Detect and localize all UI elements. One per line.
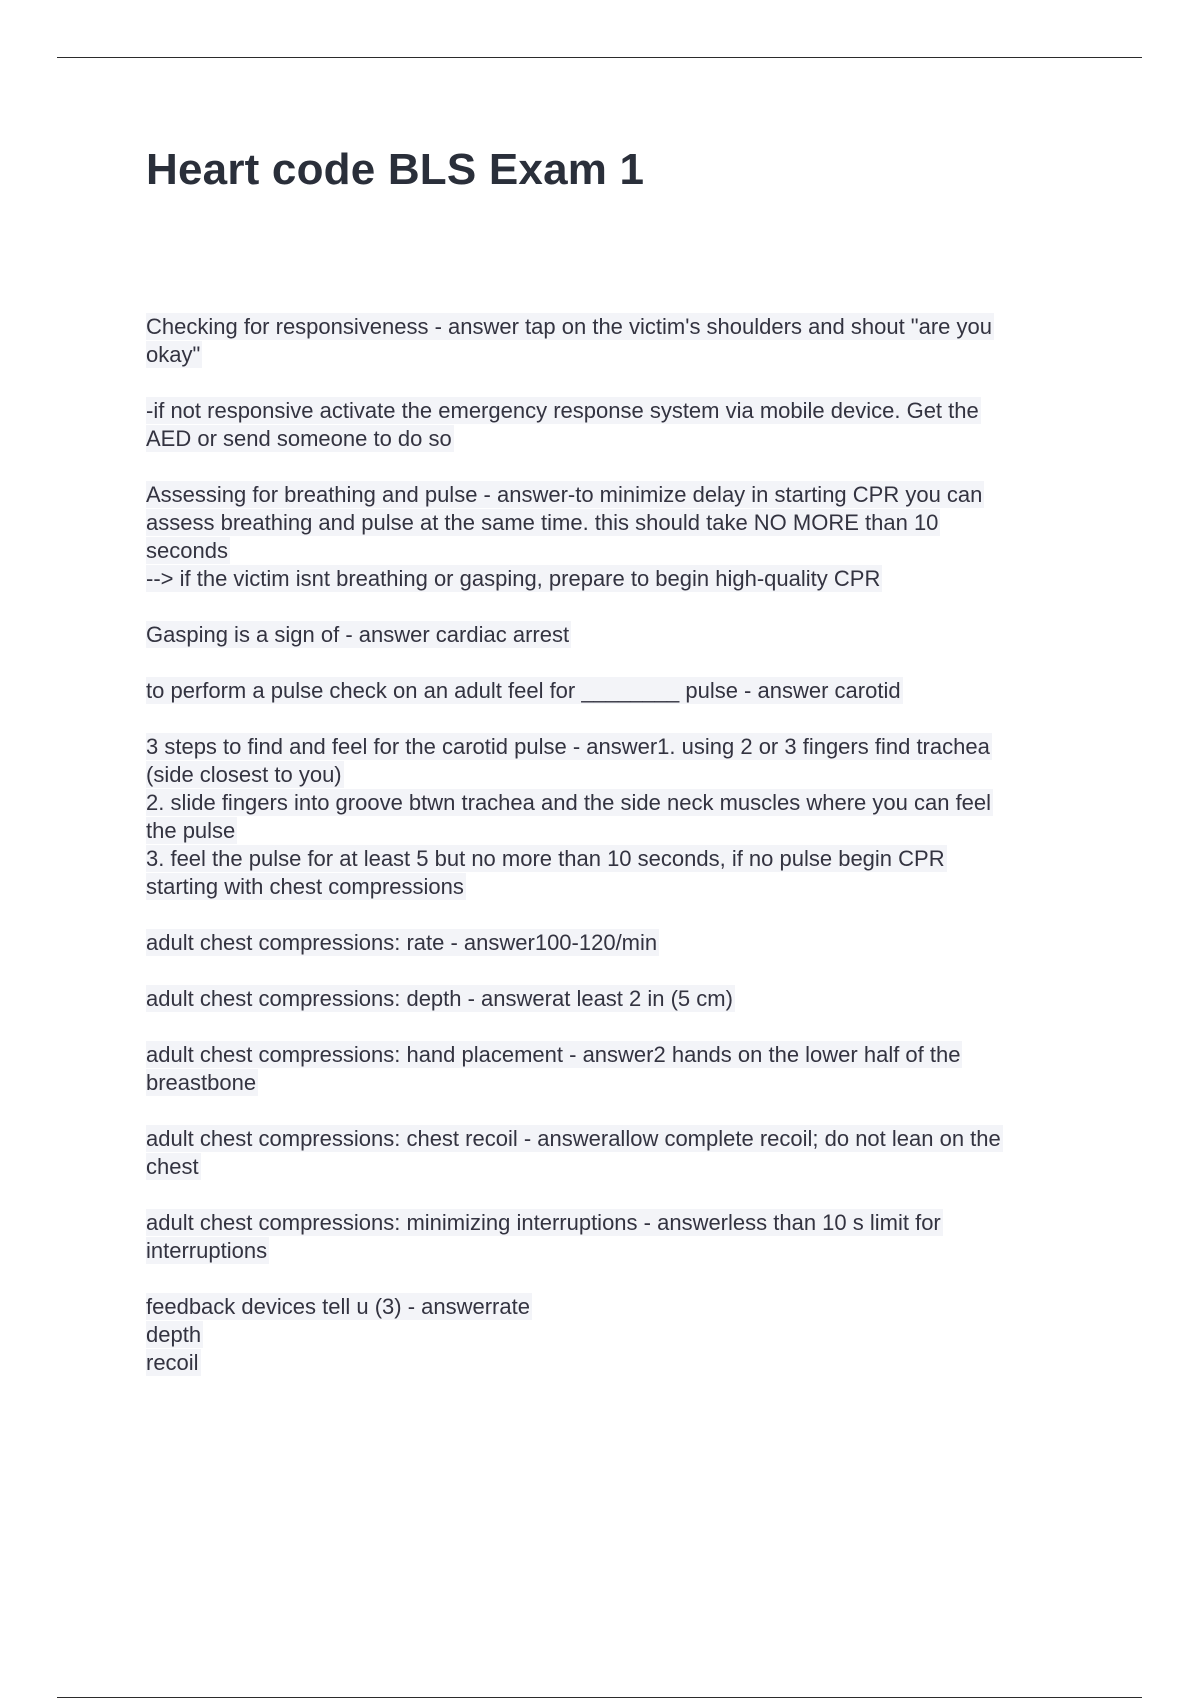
qa-item bbox=[146, 1041, 1086, 1097]
top-divider bbox=[57, 57, 1142, 58]
qa-line: chest bbox=[146, 1154, 199, 1179]
qa-line: adult chest compressions: hand placement - answer2 hands on the lower half of the bbox=[146, 1042, 961, 1067]
qa-line: adult chest compressions: minimizing interruptions - answerless than 10 s limit for bbox=[146, 1210, 941, 1235]
qa-item bbox=[146, 1125, 1086, 1181]
qa-line: --> if the victim isnt breathing or gasping, prepare to begin high-quality CPR bbox=[146, 566, 881, 591]
qa-item bbox=[146, 1293, 1086, 1377]
qa-line: depth bbox=[146, 1322, 202, 1347]
qa-line: (side closest to you) bbox=[146, 762, 342, 787]
qa-line: adult chest compressions: rate - answer100-120/min bbox=[146, 930, 658, 955]
qa-line: Gasping is a sign of - answer cardiac arrest bbox=[146, 622, 570, 647]
qa-item bbox=[146, 621, 1086, 649]
qa-item bbox=[146, 313, 1086, 369]
qa-item bbox=[146, 481, 1086, 593]
qa-line: breastbone bbox=[146, 1070, 257, 1095]
qa-line: 3 steps to find and feel for the carotid pulse - answer1. using 2 or 3 fingers find trachea bbox=[146, 734, 990, 759]
qa-line: starting with chest compressions bbox=[146, 874, 464, 899]
qa-item bbox=[146, 1209, 1086, 1265]
qa-item bbox=[146, 733, 1086, 901]
qa-line: seconds bbox=[146, 538, 228, 563]
qa-item bbox=[146, 985, 1086, 1013]
qa-line: to perform a pulse check on an adult feel for ________ pulse - answer carotid bbox=[146, 678, 901, 703]
qa-line: Assessing for breathing and pulse - answer-to minimize delay in starting CPR you can bbox=[146, 482, 983, 507]
qa-list bbox=[146, 313, 1086, 1405]
qa-line: 2. slide fingers into groove btwn trachea and the side neck muscles where you can feel bbox=[146, 790, 992, 815]
qa-line: recoil bbox=[146, 1350, 199, 1375]
qa-line: the pulse bbox=[146, 818, 236, 843]
page-title: Heart code BLS Exam 1 bbox=[146, 145, 645, 194]
qa-line: adult chest compressions: depth - answerat least 2 in (5 cm) bbox=[146, 986, 733, 1011]
qa-item bbox=[146, 677, 1086, 705]
qa-item bbox=[146, 929, 1086, 957]
qa-item bbox=[146, 397, 1086, 453]
qa-line: feedback devices tell u (3) - answerrate bbox=[146, 1294, 530, 1319]
qa-line: AED or send someone to do so bbox=[146, 426, 452, 451]
qa-line: okay" bbox=[146, 342, 201, 367]
qa-line: interruptions bbox=[146, 1238, 268, 1263]
qa-line: 3. feel the pulse for at least 5 but no more than 10 seconds, if no pulse begin CPR bbox=[146, 846, 945, 871]
qa-line: -if not responsive activate the emergency response system via mobile device. Get the bbox=[146, 398, 979, 423]
qa-line: Checking for responsiveness - answer tap on the victim's shoulders and shout "are you bbox=[146, 314, 993, 339]
bottom-divider bbox=[57, 1697, 1142, 1698]
qa-line: assess breathing and pulse at the same time. this should take NO MORE than 10 bbox=[146, 510, 939, 535]
qa-line: adult chest compressions: chest recoil - answerallow complete recoil; do not lean on the bbox=[146, 1126, 1001, 1151]
